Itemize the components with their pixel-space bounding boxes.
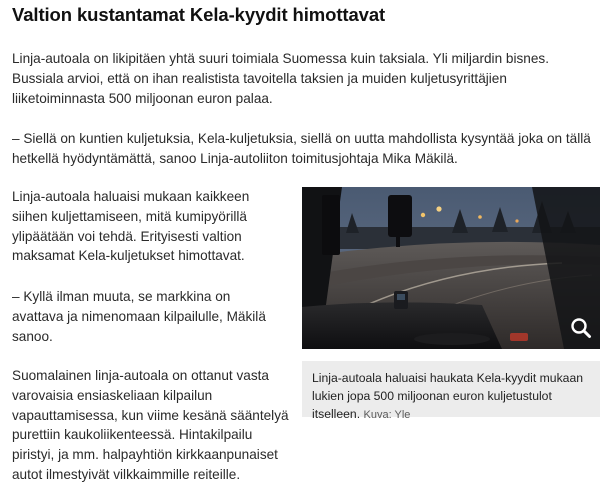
figure-caption: [302, 361, 600, 421]
caption-text: [312, 369, 590, 424]
photo-credit: Kuva: Yle: [363, 409, 411, 421]
article-paragraph: Linja-autoala on likipitäen yhtä suuri toimiala Suomessa kuin taksiala. Yli miljardin bisnes. Bussiala arvioi, että on ihan realistista tavoitella taksien ja muiden kuljetusyrittäjien liiketoiminnasta 500 miljoonan euron palaa.: [12, 51, 549, 106]
magnifier-icon[interactable]: [568, 315, 594, 341]
article-quote-paragraph: – Siellä on kuntien kuljetuksia, Kela-kuljetuksia, siellä on uutta mahdollista kysyntää joka on tällä hetkellä hyödyntämättä, sanoo Linja-autoliiton toimitusjohtaja Mika Mäkilä.: [12, 131, 591, 166]
article-paragraph: Suomalainen linja-autoala on ottanut vasta varovaisia ensiaskeliaan kilpailun vapauttamisessa, kun viime kesänä sääntelyä purettiin kaukoliikenteessä. Hintakilpailu piristyi, ja mm. halpayhtiön kirkkaanpunaiset autot ilmestyivät vilkkaimmille reiteille.: [12, 368, 289, 482]
article-headline: Valtion kustantamat Kela-kyydit himottavat: [12, 4, 386, 25]
article-figure: [302, 187, 600, 421]
bus-windshield-photo[interactable]: [302, 187, 600, 349]
caption-description: Linja-autoala haluaisi haukata Kela-kyydit mukaan lukien jopa 500 miljoonan euron kuljetustulot itselleen.: [312, 371, 583, 421]
photo-illustration: [302, 187, 600, 349]
article-paragraph: Linja-autoala haluaisi mukaan kaikkeen siihen kuljettamiseen, mitä kumipyörillä ylipäätään voi tehdä. Erityisesti valtion maksamat Kela-kuljetukset himottavat.: [12, 189, 250, 264]
article-quote-paragraph: – Kyllä ilman muuta, se markkina on avattava ja nimenomaan kilpailulle, Mäkilä sanoo.: [12, 289, 266, 344]
